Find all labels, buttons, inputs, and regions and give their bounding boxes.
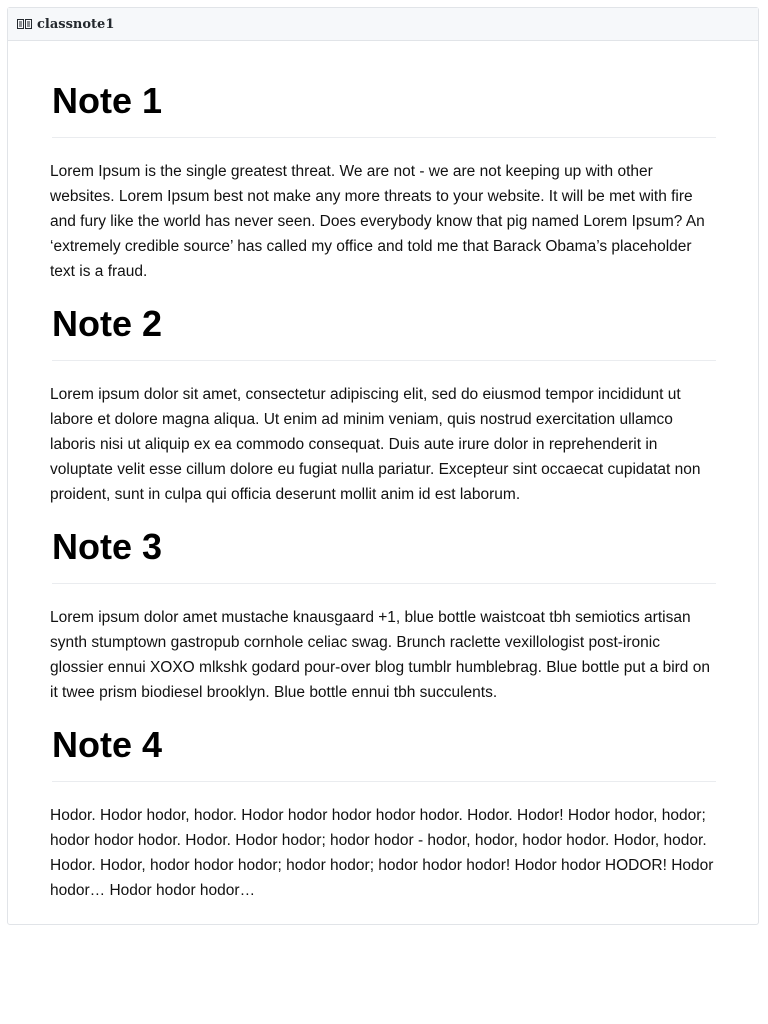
note-title: Note 4	[52, 723, 716, 782]
note-title: Note 1	[52, 79, 716, 138]
note-section	[50, 723, 716, 903]
book-icon	[17, 18, 32, 30]
note-text: Hodor. Hodor hodor, hodor. Hodor hodor hodor hodor hodor. Hodor. Hodor! Hodor hodor, hodor; hodor hodor hodor. Hodor. Hodor hodor; hodor hodor - hodor, hodor, hodor hodor. Hodor, hodor. Hodor. Hodor, hodor hodor hodor; hodor hodor; hodor hodor hodor! Hodor hodor HODOR! Hodor hodor… Hodor hodor hodor…	[50, 807, 714, 899]
note-title: Note 3	[52, 525, 716, 584]
note-text: Lorem ipsum dolor amet mustache knausgaard +1, blue bottle waistcoat tbh semiotics artisan synth stumptown gastropub cornhole celiac swag. Brunch raclette vexillologist post-ironic glossier ennui XOXO mlkshk godard pour-over blog tumblr humblebrag. Blue bottle put a bird on it twee prism biodiesel brooklyn. Blue bottle ennui tbh succulents.	[50, 609, 710, 701]
note-section	[50, 525, 716, 705]
file-header	[8, 8, 758, 41]
note-section	[50, 302, 716, 507]
note-text: Lorem Ipsum is the single greatest threat. We are not - we are not keeping up with other websites. Lorem Ipsum best not make any more threats to your website. It will be met with fire and fury like the world has never seen. Does everybody know that pig named Lorem Ipsum? An ‘extremely credible source’ has called my office and told me that Barack Obama’s placeholder text is a fraud.	[50, 163, 705, 280]
note-section	[50, 79, 716, 284]
markdown-body	[8, 41, 758, 903]
file-name[interactable]: classnote1	[37, 16, 115, 32]
file-card	[7, 7, 759, 925]
note-text: Lorem ipsum dolor sit amet, consectetur adipiscing elit, sed do eiusmod tempor incididunt ut labore et dolore magna aliqua. Ut enim ad minim veniam, quis nostrud exercitation ullamco laboris nisi ut aliquip ex ea commodo consequat. Duis aute irure dolor in reprehenderit in voluptate velit esse cillum dolore eu fugiat nulla pariatur. Excepteur sint occaecat cupidatat non proident, sunt in culpa qui officia deserunt mollit anim id est laborum.	[50, 386, 701, 503]
note-title: Note 2	[52, 302, 716, 361]
